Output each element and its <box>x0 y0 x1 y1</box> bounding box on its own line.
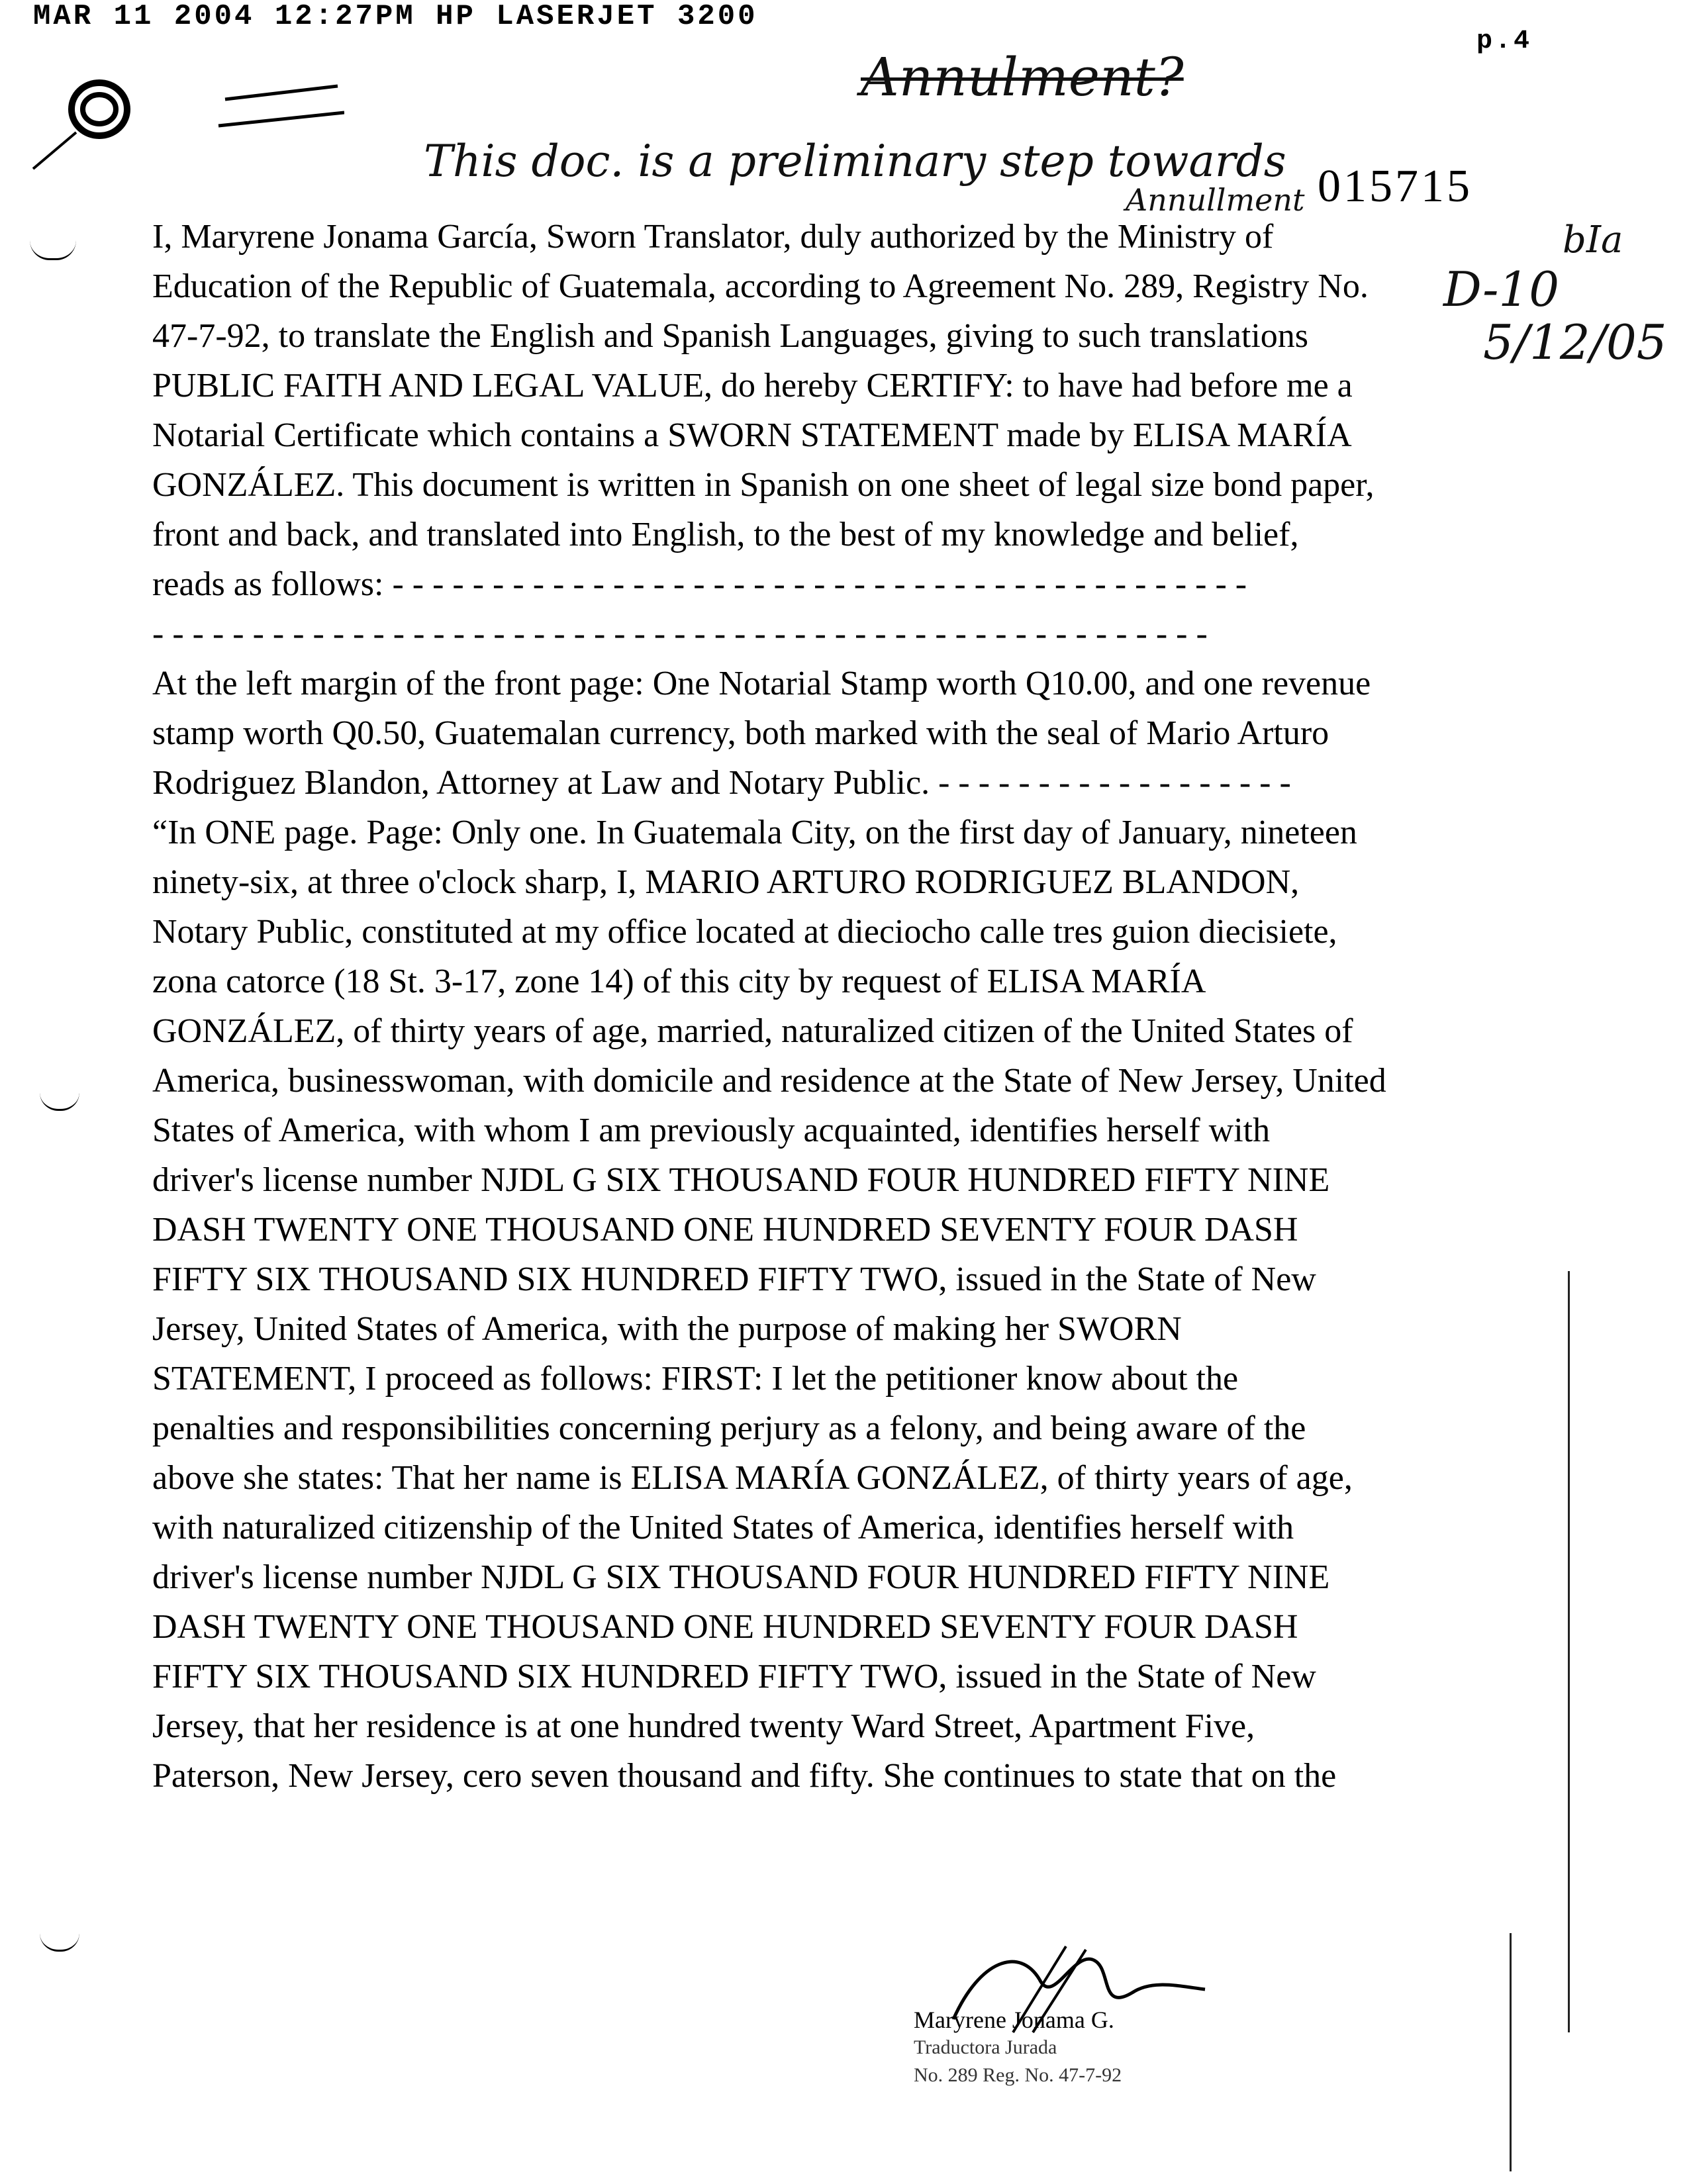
margin-line <box>1568 1271 1570 2032</box>
body-line: “In ONE page. Page: Only one. In Guatemala City, on the first day of January, nineteen <box>152 814 1357 851</box>
margin-mark <box>30 232 76 260</box>
body-line: STATEMENT, I proceed as follows: FIRST: I let the petitioner know about the <box>152 1360 1239 1398</box>
body-line: Notarial Certificate which contains a SWORN STATEMENT made by ELISA MARÍA <box>152 416 1352 454</box>
body-line: - - - - - - - - - - - - - - - - - - - - - - - - - - - - - - - - - - - - - - - - - - - - - - - - - - - - - <box>152 615 1208 653</box>
body-line: Notary Public, constituted at my office located at dieciocho calle tres guion diecisiete, <box>152 913 1337 951</box>
body-line: States of America, with whom I am previously acquainted, identifies herself with <box>152 1112 1271 1149</box>
body-line: PUBLIC FAITH AND LEGAL VALUE, do hereby CERTIFY: to have had before me a <box>152 367 1353 404</box>
body-line: GONZÁLEZ. This document is written in Spanish on one sheet of legal size bond paper, <box>152 466 1375 504</box>
body-line: stamp worth Q0.50, Guatemalan currency, both marked with the seal of Mario Arturo <box>152 714 1329 752</box>
body-line: Rodriguez Blandon, Attorney at Law and Notary Public. - - - - - - - - - - - - - - - - - - <box>152 764 1291 802</box>
body-line: Jersey, United States of America, with the purpose of making her SWORN <box>152 1310 1182 1348</box>
body-line: GONZÁLEZ, of thirty years of age, married, naturalized citizen of the United States of <box>152 1012 1353 1050</box>
signer-name: Maryrene Jonama G. <box>914 2007 1114 2033</box>
signature-block <box>914 2006 1284 2089</box>
body-line: Paterson, New Jersey, cero seven thousand and fifty. She continues to state that on the <box>152 1757 1337 1795</box>
pen-scribble <box>26 60 344 179</box>
page-number: p.4 <box>1476 26 1533 56</box>
body-line: Education of the Republic of Guatemala, according to Agreement No. 289, Registry No. <box>152 267 1369 305</box>
body-line: penalties and responsibilities concerning perjury as a felony, and being aware of the <box>152 1409 1306 1447</box>
signer-registry: No. 289 Reg. No. 47-7-92 <box>914 2064 1122 2086</box>
document-number: 015715 <box>1318 161 1472 212</box>
body-line: DASH TWENTY ONE THOUSAND ONE HUNDRED SEVENTY FOUR DASH <box>152 1211 1298 1249</box>
handwritten-struck-note: Annulment? <box>861 46 1184 108</box>
body-line: I, Maryrene Jonama García, Sworn Translator, duly authorized by the Ministry of <box>152 218 1274 256</box>
body-line: FIFTY SIX THOUSAND SIX HUNDRED FIFTY TWO, issued in the State of New <box>152 1260 1316 1298</box>
body-line: America, businesswoman, with domicile and residence at the State of New Jersey, United <box>152 1062 1386 1100</box>
handwritten-note-continued: Annullment <box>1126 182 1305 218</box>
fax-header: MAR 11 2004 12:27PM HP LASERJET 3200 <box>33 0 758 33</box>
signer-title: Traductora Jurada <box>914 2036 1057 2058</box>
margin-mark <box>40 1092 79 1111</box>
body-line: At the left margin of the front page: One Notarial Stamp worth Q10.00, and one revenue <box>152 665 1371 702</box>
body-line: ninety-six, at three o'clock sharp, I, MARIO ARTURO RODRIGUEZ BLANDON, <box>152 863 1300 901</box>
body-line: above she states: That her name is ELISA MARÍA GONZÁLEZ, of thirty years of age, <box>152 1459 1353 1497</box>
body-line: zona catorce (18 St. 3-17, zone 14) of this city by request of ELISA MARÍA <box>152 963 1206 1000</box>
body-line: driver's license number NJDL G SIX THOUSAND FOUR HUNDRED FIFTY NINE <box>152 1161 1330 1199</box>
body-line: driver's license number NJDL G SIX THOUSAND FOUR HUNDRED FIFTY NINE <box>152 1558 1330 1596</box>
handwritten-note: This doc. is a preliminary step towards <box>424 136 1286 187</box>
handwritten-doc-ref: D-10 <box>1443 261 1560 317</box>
body-line: 47-7-92, to translate the English and Spanish Languages, giving to such translations <box>152 317 1309 355</box>
margin-mark <box>40 1933 79 1952</box>
body-line: with naturalized citizenship of the United States of America, identifies herself with <box>152 1509 1294 1546</box>
body-line: DASH TWENTY ONE THOUSAND ONE HUNDRED SEVENTY FOUR DASH <box>152 1608 1298 1646</box>
handwritten-date: 5/12/05 <box>1483 314 1667 370</box>
body-line: Jersey, that her residence is at one hundred twenty Ward Street, Apartment Five, <box>152 1707 1255 1745</box>
margin-line <box>1510 1933 1512 2171</box>
body-line: reads as follows: - - - - - - - - - - - - - - - - - - - - - - - - - - - - - - - - - - - - - - - - - - - <box>152 565 1247 603</box>
body-line: FIFTY SIX THOUSAND SIX HUNDRED FIFTY TWO, issued in the State of New <box>152 1658 1316 1695</box>
body-line: front and back, and translated into English, to the best of my knowledge and belief, <box>152 516 1299 553</box>
document-body <box>152 212 1386 1801</box>
handwritten-doc-ref-suffix: bIa <box>1563 218 1623 261</box>
